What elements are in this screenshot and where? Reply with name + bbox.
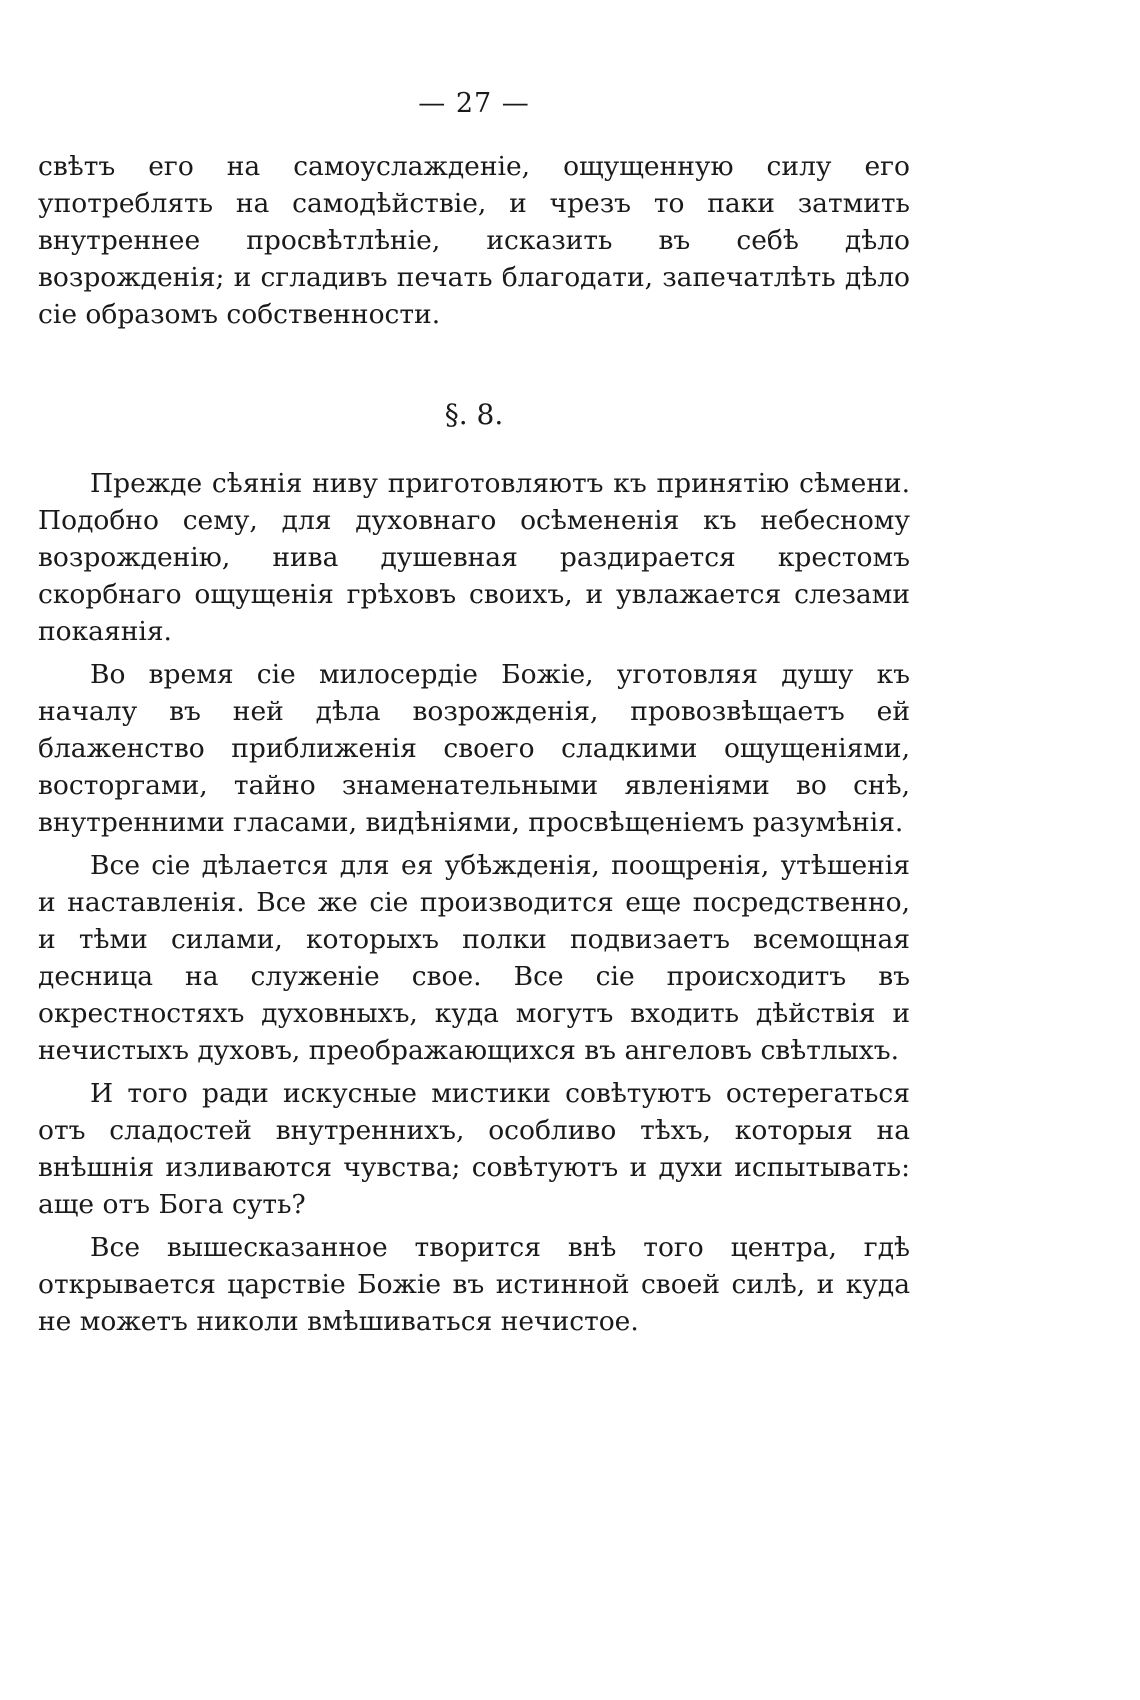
paragraph-4: И того ради искусные мистики совѣтуютъ остерегаться отъ сладостей внутреннихъ, особливо тѣхъ, которыя на внѣшнія изливаются чувства; совѣтуютъ и духи испытывать: аще отъ Бога суть? (38, 1078, 910, 1220)
section-heading: §. 8. (444, 398, 504, 431)
paragraph-5: Все вышесказанное творится внѣ того центра, гдѣ открывается царствіе Божіе въ истинной своей силѣ, и куда не можетъ николи вмѣшиваться нечистое. (38, 1232, 910, 1337)
paragraph-1: Прежде сѣянія ниву приготовляютъ къ принятію сѣмени. Подобно сему, для духовнаго осѣмененія къ небесному возрожденію, нива душевная раздирается крестомъ скорбнаго ощущенія грѣховъ своихъ, и увлажается слезами покаянія. (38, 468, 910, 647)
book-page (38, 84, 910, 1340)
paragraph-2: Во время сіе милосердіе Божіе, уготовляя душу къ началу въ ней дѣла возрожденія, провозвѣщаетъ ей блаженство приближенія своего сладкими ощущеніями, восторгами, тайно знаменательными явленіями во снѣ, внутренними гласами, видѣніями, просвѣщеніемъ разумѣнія. (38, 659, 910, 838)
continuation-paragraph: свѣтъ его на самоуслажденіе, ощущенную силу его употреблять на самодѣйствіе, и чрезъ то паки затмить внутреннее просвѣтлѣніе, исказить въ себѣ дѣло возрожденія; и сгладивъ печать благодати, запечатлѣть дѣло сіе образомъ собственности. (38, 151, 910, 330)
paragraph-3: Все сіе дѣлается для ея убѣжденія, поощренія, утѣшенія и наставленія. Все же сіе производится еще посредственно, и тѣми силами, которыхъ полки подвизаетъ всемощная десница на служеніе свое. Все сіе происходитъ въ окрестностяхъ духовныхъ, куда могутъ входить дѣйствія и нечистыхъ духовъ, преображающихся въ ангеловъ свѣтлыхъ. (38, 850, 910, 1066)
page-number: — 27 — (418, 88, 530, 119)
